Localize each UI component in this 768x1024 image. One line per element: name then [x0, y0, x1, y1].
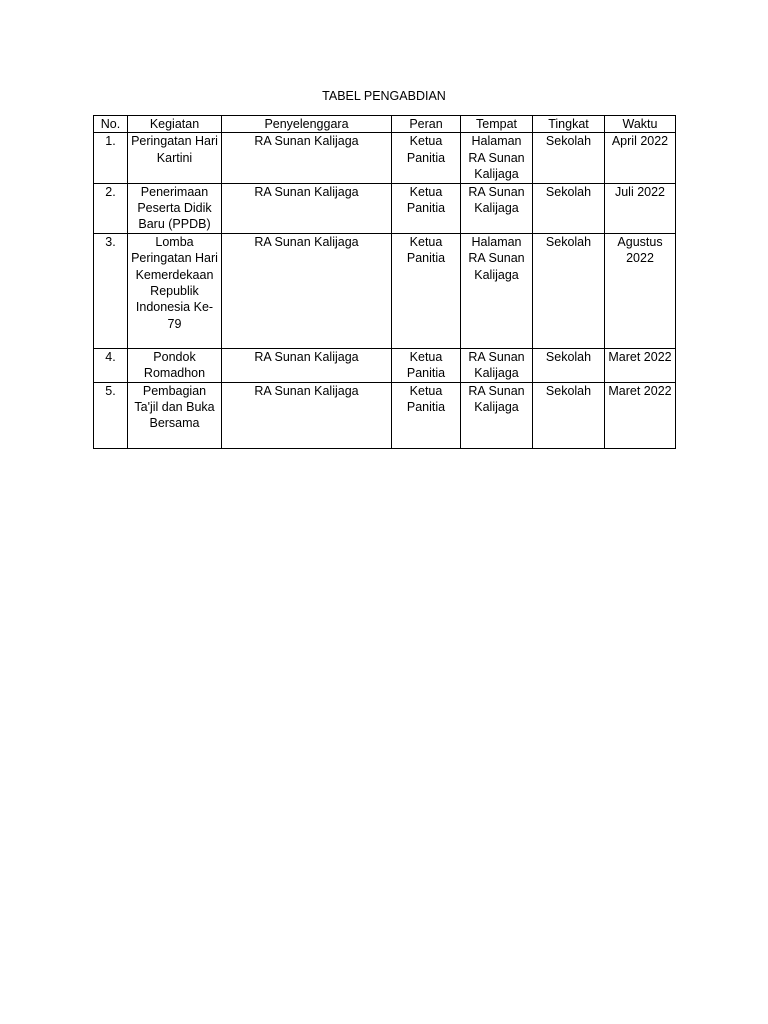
table-header-row [94, 116, 676, 133]
cell-kegiatan: Lomba Peringatan Hari Kemerdekaan Republik Indonesia Ke-79 [128, 233, 222, 348]
cell-tempat: RA Sunan Kalijaga [461, 382, 533, 448]
cell-penyelenggara: RA Sunan Kalijaga [222, 233, 392, 348]
cell-tingkat: Sekolah [533, 133, 605, 183]
cell-penyelenggara: RA Sunan Kalijaga [222, 348, 392, 382]
cell-no: 1. [94, 133, 128, 183]
cell-peran: Ketua Panitia [392, 382, 461, 448]
cell-no: 2. [94, 183, 128, 233]
header-penyelenggara: Penyelenggara [222, 116, 392, 133]
cell-waktu: April 2022 [605, 133, 676, 183]
cell-penyelenggara: RA Sunan Kalijaga [222, 382, 392, 448]
cell-tingkat: Sekolah [533, 233, 605, 348]
table-row [94, 133, 676, 183]
cell-tempat: Halaman RA Sunan Kalijaga [461, 233, 533, 348]
table-row [94, 233, 676, 348]
cell-penyelenggara: RA Sunan Kalijaga [222, 133, 392, 183]
cell-kegiatan: Pondok Romadhon [128, 348, 222, 382]
cell-tempat: Halaman RA Sunan Kalijaga [461, 133, 533, 183]
header-tingkat: Tingkat [533, 116, 605, 133]
table-row [94, 382, 676, 448]
cell-tingkat: Sekolah [533, 183, 605, 233]
pengabdian-table [93, 115, 676, 449]
cell-waktu: Maret 2022 [605, 382, 676, 448]
cell-peran: Ketua Panitia [392, 233, 461, 348]
header-peran: Peran [392, 116, 461, 133]
page-title: TABEL PENGABDIAN [322, 89, 446, 103]
cell-tingkat: Sekolah [533, 348, 605, 382]
cell-no: 5. [94, 382, 128, 448]
cell-no: 4. [94, 348, 128, 382]
cell-tempat: RA Sunan Kalijaga [461, 348, 533, 382]
cell-peran: Ketua Panitia [392, 183, 461, 233]
table-row [94, 348, 676, 382]
cell-kegiatan: Peringatan Hari Kartini [128, 133, 222, 183]
cell-waktu: Agustus 2022 [605, 233, 676, 348]
cell-peran: Ketua Panitia [392, 133, 461, 183]
header-kegiatan: Kegiatan [128, 116, 222, 133]
header-waktu: Waktu [605, 116, 676, 133]
cell-penyelenggara: RA Sunan Kalijaga [222, 183, 392, 233]
cell-no: 3. [94, 233, 128, 348]
cell-tingkat: Sekolah [533, 382, 605, 448]
cell-waktu: Juli 2022 [605, 183, 676, 233]
header-no: No. [94, 116, 128, 133]
header-tempat: Tempat [461, 116, 533, 133]
cell-tempat: RA Sunan Kalijaga [461, 183, 533, 233]
cell-waktu: Maret 2022 [605, 348, 676, 382]
cell-kegiatan: Pembagian Ta'jil dan Buka Bersama [128, 382, 222, 448]
cell-peran: Ketua Panitia [392, 348, 461, 382]
cell-kegiatan: Penerimaan Peserta Didik Baru (PPDB) [128, 183, 222, 233]
table-row [94, 183, 676, 233]
